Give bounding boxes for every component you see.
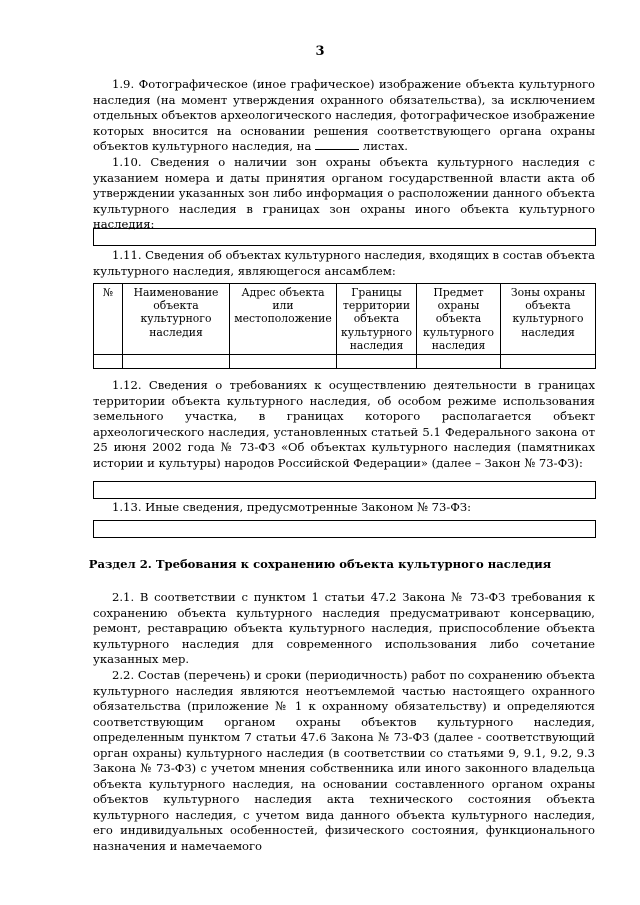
- table-cell: [417, 355, 501, 369]
- table-cell: [230, 355, 337, 369]
- paragraph-1-13: 1.13. Иные сведения, предусмотренные Законом № 73-ФЗ:: [112, 500, 472, 514]
- paragraph-1-12: 1.12. Сведения о требованиях к осуществлению деятельности в границах территории объекта культурного наследия, об особом режиме использования земельного участка, в границах которого располагается объект археологического наследия, установленных статьей 5.1 Федерального закона от 25 июня 2002 года № 73-ФЗ «Об объектах культурного наследия (памятниках истории и культуры) народов Российской Федерации» (далее – Закон № 73-ФЗ):: [93, 378, 595, 470]
- table-row: [94, 355, 596, 369]
- empty-field-1-10: [93, 228, 596, 246]
- table-header-cell: №: [94, 284, 123, 355]
- table-header-cell: Предмет охраны объекта культурного наследия: [417, 284, 501, 355]
- table-cell: [501, 355, 596, 369]
- empty-field-1-12: [93, 481, 596, 499]
- blank-line: [315, 139, 359, 150]
- table-cell: [94, 355, 123, 369]
- paragraph-2-1: 2.1. В соответствии с пунктом 1 статьи 47.2 Закона № 73-ФЗ требования к сохранению объекта культурного наследия предусматривают консервацию, ремонт, реставрацию объекта культурного наследия, приспособление объекта культурного наследия для современного использования либо сочетание указанных мер.: [93, 590, 595, 666]
- table-header-cell: Наименование объекта культурного наследия: [123, 284, 230, 355]
- table-cell: [337, 355, 417, 369]
- ensemble-objects-table: [93, 283, 596, 369]
- paragraph-1-10: 1.10. Сведения о наличии зон охраны объекта культурного наследия с указанием номера и даты принятия органом государственной власти акта об утверждении указанных зон либо информация о расположении данного объекта культурного наследия в границах зон охраны иного объекта культурного наследия:: [93, 155, 595, 231]
- table-header-cell: Адрес объекта или местоположение: [230, 284, 337, 355]
- paragraph-1-9-text: 1.9. Фотографическое (иное графическое) изображение объекта культурного наследия (на момент утверждения охранного обязательства), за исключением отдельных объектов археологического наследия, фотографическое изображение которых вносится на основании решения соответствующего органа охраны объектов культурного наследия, на: [93, 77, 595, 153]
- paragraph-1-9: [93, 77, 595, 155]
- table-cell: [123, 355, 230, 369]
- page-number: 3: [315, 44, 325, 59]
- paragraph-1-11: 1.11. Сведения об объектах культурного наследия, входящих в состав объекта культурного наследия, являющегося ансамблем:: [93, 248, 596, 278]
- paragraph-1-9-tail: листах.: [362, 139, 408, 153]
- section-2-title: Раздел 2. Требования к сохранению объекта культурного наследия: [88, 557, 552, 571]
- empty-field-1-13: [93, 520, 596, 538]
- paragraph-2-2: 2.2. Состав (перечень) и сроки (периодичность) работ по сохранению объекта культурного наследия являются неотъемлемой частью настоящего охранного обязательства (приложение № 1 к охранному обязательству) и определяются соответствующим органом охраны объектов культурного наследия, определенным пунктом 7 статьи 47.6 Закона № 73-ФЗ (далее - соответствующий орган охраны) культурного наследия (в соответствии со статьями 9, 9.1, 9.2, 9.3 Закона № 73-ФЗ) с учетом мнения собственника или иного законного владельца объекта культурного наследия, на основании составленного органом охраны объектов культурного наследия акта технического состояния объекта культурного наследия, с учетом вида данного объекта культурного наследия, его индивидуальных особенностей, физического состояния, функционального назначения и намечаемого: [93, 668, 595, 853]
- table-header-cell: Зоны охраны объекта культурного наследия: [501, 284, 596, 355]
- table-header-row: [94, 284, 596, 355]
- table-header-cell: Границы территории объекта культурного наследия: [337, 284, 417, 355]
